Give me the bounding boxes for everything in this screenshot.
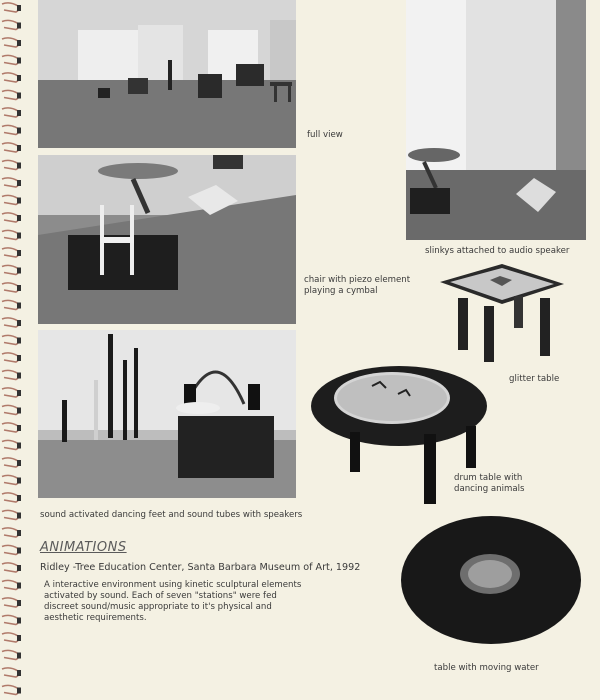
- binding-hole: [17, 40, 21, 46]
- binding-hole: [17, 600, 21, 606]
- binding-hole: [17, 250, 21, 256]
- caption-chair-line1: chair with piezo element: [304, 275, 411, 285]
- photo-glitter-table: [432, 262, 572, 368]
- spiral-coil: [2, 3, 19, 12]
- photo-dancing-feet: [38, 330, 296, 498]
- spiral-coil: [2, 160, 19, 169]
- binding-hole: [17, 635, 21, 641]
- spiral-coil: [2, 213, 19, 222]
- spiral-coil: [2, 440, 19, 449]
- section-description: [44, 580, 324, 624]
- binding-hole: [17, 215, 21, 221]
- spiral-coil: [2, 650, 19, 659]
- spiral-coil: [2, 405, 19, 414]
- spiral-coil: [2, 230, 19, 239]
- binding-hole: [17, 128, 21, 134]
- photo-slinkys: [406, 0, 586, 240]
- spiral-coil: [2, 510, 19, 519]
- desc-line-3: discreet sound/music appropriate to it's physical and: [44, 602, 272, 612]
- spiral-coil: [2, 195, 19, 204]
- spiral-binding: [0, 0, 26, 700]
- photo-chair: [38, 155, 296, 324]
- desc-line-1: A interactive environment using kinetic sculptural elements: [44, 580, 302, 590]
- binding-hole: [17, 233, 21, 239]
- caption-water: table with moving water: [434, 663, 539, 673]
- spiral-coil: [2, 265, 19, 274]
- binding-hole: [17, 548, 21, 554]
- binding-hole: [17, 355, 21, 361]
- spiral-coil: [2, 178, 19, 187]
- binding-hole: [17, 285, 21, 291]
- caption-dancing-feet: sound activated dancing feet and sound tubes with speakers: [40, 510, 303, 520]
- spiral-coil: [2, 615, 19, 624]
- caption-chair-line2: playing a cymbal: [304, 286, 378, 296]
- spiral-coil: [2, 55, 19, 64]
- caption-drum-line2: dancing animals: [454, 484, 525, 494]
- spiral-coil: [2, 563, 19, 572]
- spiral-coil: [2, 143, 19, 152]
- binding-hole: [17, 478, 21, 484]
- caption-drum-line1: drum table with: [454, 473, 523, 483]
- binding-hole: [17, 163, 21, 169]
- binding-hole: [17, 58, 21, 64]
- binding-hole: [17, 338, 21, 344]
- binding-hole: [17, 565, 21, 571]
- desc-line-4: aesthetic requirements.: [44, 613, 147, 623]
- spiral-coil: [2, 685, 19, 694]
- caption-drum: [454, 473, 525, 495]
- binding-hole: [17, 530, 21, 536]
- spiral-coil: [2, 300, 19, 309]
- spiral-coil: [2, 125, 19, 134]
- binding-hole: [17, 320, 21, 326]
- binding-hole: [17, 670, 21, 676]
- spiral-coil: [2, 38, 19, 47]
- caption-full-view: full view: [307, 130, 343, 140]
- spiral-coil: [2, 370, 19, 379]
- caption-slinkys: slinkys attached to audio speaker: [425, 246, 570, 256]
- binding-hole: [17, 373, 21, 379]
- spiral-coil: [2, 73, 19, 82]
- spiral-coil: [2, 598, 19, 607]
- binding-hole: [17, 443, 21, 449]
- spiral-coil: [2, 580, 19, 589]
- desc-line-2: activated by sound. Each of seven "stations" were fed: [44, 591, 277, 601]
- binding-hole: [17, 390, 21, 396]
- binding-hole: [17, 653, 21, 659]
- spiral-coil: [2, 493, 19, 502]
- spiral-coil: [2, 90, 19, 99]
- section-heading: ANIMATIONS: [40, 540, 127, 555]
- binding-hole: [17, 268, 21, 274]
- binding-hole: [17, 513, 21, 519]
- spiral-coil: [2, 20, 19, 29]
- photo-water-table: [398, 514, 584, 646]
- binding-hole: [17, 23, 21, 29]
- spiral-coil: [2, 458, 19, 467]
- spiral-coil: [2, 545, 19, 554]
- binding-hole: [17, 425, 21, 431]
- section-subtitle: Ridley -Tree Education Center, Santa Barbara Museum of Art, 1992: [40, 562, 361, 573]
- caption-chair: [304, 275, 410, 297]
- binding-hole: [17, 583, 21, 589]
- spiral-coil: [2, 248, 19, 257]
- photo-full-view: [38, 0, 296, 148]
- binding-hole: [17, 110, 21, 116]
- binding-hole: [17, 180, 21, 186]
- binding-hole: [17, 75, 21, 81]
- spiral-coil: [2, 423, 19, 432]
- binding-hole: [17, 408, 21, 414]
- binding-hole: [17, 5, 21, 11]
- binding-hole: [17, 93, 21, 99]
- spiral-coil: [2, 475, 19, 484]
- spiral-coil: [2, 528, 19, 537]
- caption-glitter: glitter table: [509, 374, 560, 384]
- binding-hole: [17, 145, 21, 151]
- binding-hole: [17, 618, 21, 624]
- spiral-coil: [2, 335, 19, 344]
- spiral-coil: [2, 353, 19, 362]
- spiral-coil: [2, 318, 19, 327]
- spiral-coil: [2, 283, 19, 292]
- binding-hole: [17, 198, 21, 204]
- binding-hole: [17, 303, 21, 309]
- binding-hole: [17, 495, 21, 501]
- spiral-coil: [2, 388, 19, 397]
- binding-hole: [17, 688, 21, 694]
- spiral-coil: [2, 668, 19, 677]
- spiral-coil: [2, 633, 19, 642]
- binding-hole: [17, 460, 21, 466]
- spiral-coil: [2, 108, 19, 117]
